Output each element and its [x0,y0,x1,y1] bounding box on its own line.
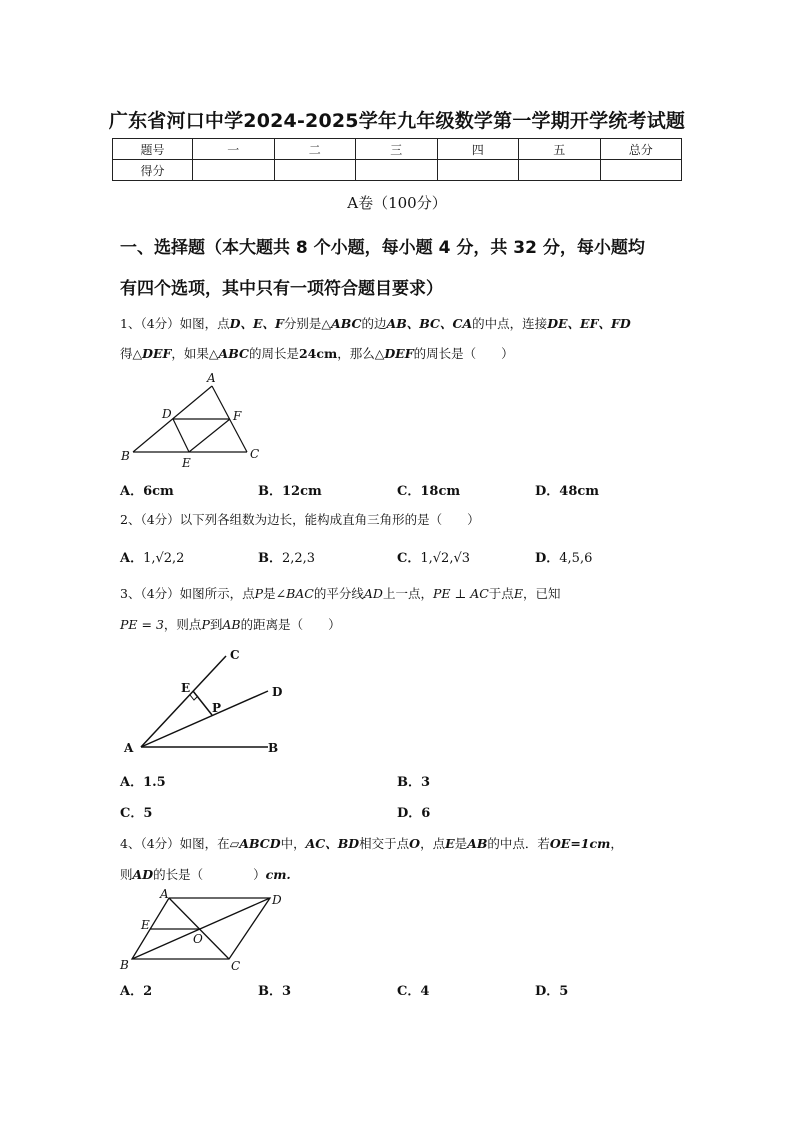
option-letter: D． [535,484,560,499]
text: 则 [120,867,133,882]
math: D、E、F [229,316,284,331]
option-letter: C． [120,806,144,821]
text: 的长是（ ） [153,867,266,882]
point-label-d: D [162,407,172,421]
point-label-a: A [124,741,134,755]
option-letter: B． [258,484,282,499]
point-label-e: E [141,918,150,932]
table-cell: 四 [437,139,519,160]
text: 的距离是（ ） [240,617,341,632]
question-4-line1 [120,834,623,852]
option-letter: B． [397,775,421,790]
text: 3、（4分）如图所示，点 [120,586,255,601]
point-label-d: D [272,685,283,699]
option-value: 6 [421,806,431,821]
option-letter: B． [258,984,282,999]
table-cell: 题号 [113,139,193,160]
option-value: 4 [420,984,430,999]
math: AB [222,617,241,632]
point-label-e: E [181,681,191,695]
option-letter: D． [535,551,560,566]
q3-option-c[interactable] [120,802,152,821]
option-value: 4,5,6 [559,551,593,566]
table-cell: 一 [193,139,275,160]
math: AD [132,867,154,882]
option-letter: C． [397,484,421,499]
text: 相交于点 [359,836,410,851]
point-label-c: C [250,447,260,461]
text: 的中点，连接 [472,316,548,331]
score-cell [356,160,438,181]
q4-option-c[interactable] [397,980,429,999]
text: ，已知 [522,586,561,601]
option-value: 12cm [282,484,322,499]
point-label-b: B [121,449,130,463]
q4-option-a[interactable] [120,980,152,999]
text: 的平分线 [313,586,364,601]
point-label-b: B [120,958,129,972]
section-heading: A卷（100分） [347,194,447,212]
math: △DEF [132,346,172,361]
option-value: 3 [282,984,292,999]
option-value: 6cm [143,484,174,499]
option-letter: C． [397,984,421,999]
point-label-e: E [182,456,191,470]
text: 1、（4分）如图，点 [120,316,230,331]
q1-option-c[interactable] [397,480,460,499]
option-letter: A． [120,775,144,790]
page-title: 广东省河口中学2024-2025学年九年级数学第一学期开学统考试题 [108,110,686,132]
table-cell: 二 [274,139,356,160]
text: 的周长是（ ） [413,346,514,361]
math: PE = 3 [120,617,164,632]
score-cell [600,160,682,181]
q3-option-d[interactable] [397,802,430,821]
q2-option-b[interactable] [258,547,315,566]
point-label-o: O [193,932,203,946]
question-1-line2 [120,344,514,362]
part-heading-line1: 一、选择题（本大题共 8 个小题，每小题 4 分，共 32 分，每小题均 [120,238,645,258]
q4-option-b[interactable] [258,980,291,999]
table-cell: 总分 [600,139,682,160]
math: ∠BAC [275,586,314,601]
text: ，点 [420,836,446,851]
table-row [113,139,682,160]
math: ABCD [239,836,281,851]
q1-option-d[interactable] [535,480,599,499]
q1-option-b[interactable] [258,480,322,499]
text: ，那么 [337,346,375,361]
q2-option-a[interactable] [120,547,184,566]
text: 的周长是 [248,346,299,361]
text: 分别是 [283,316,322,331]
point-label-b: B [268,741,279,755]
table-row [113,160,682,181]
text: 是 [454,836,468,851]
option-letter: D． [397,806,422,821]
q2-option-d[interactable] [535,547,592,566]
math: cm. [265,867,291,882]
option-letter: A． [120,984,144,999]
math: P [201,617,210,632]
option-value: 48cm [559,484,600,499]
table-cell: 得分 [113,160,193,181]
math: P [254,586,264,601]
text: 4、（4分）如图，在▱ [120,836,240,851]
part-heading-line2: 有四个选项，其中只有一项符合题目要求） [120,279,443,299]
math: DE、EF、FD [547,316,631,331]
text: ， [610,836,623,851]
point-label-f: F [233,409,242,423]
text: 得 [120,346,133,361]
math: E [445,836,455,851]
question-1-line1 [120,314,631,332]
point-label-c: C [230,648,240,662]
option-letter: A． [120,551,144,566]
math: E [513,586,523,601]
text: 到 [209,617,223,632]
option-value: 1,√2,2 [143,551,185,566]
option-letter: A． [120,484,144,499]
math: AB [467,836,488,851]
text: 上一点， [382,586,433,601]
table-cell: 三 [356,139,438,160]
math: AD [363,586,383,601]
text: 于点 [488,586,514,601]
score-cell [274,160,356,181]
q4-option-d[interactable] [535,980,568,999]
option-letter: C． [397,551,421,566]
option-value: 1,√2,√3 [420,551,471,566]
question-3-line2 [120,615,341,633]
question-3-line1 [120,584,560,602]
math: OE=1cm [549,836,611,851]
point-label-a: A [207,371,216,385]
score-cell [437,160,519,181]
math: △DEF [374,346,414,361]
text: ，如果 [171,346,209,361]
option-letter: D． [535,984,560,999]
option-letter: B． [258,551,282,566]
text: 的中点．若 [487,836,550,851]
q2-option-c[interactable] [397,547,470,566]
q1-option-a[interactable] [120,480,174,499]
text: ，则点 [163,617,202,632]
score-cell [519,160,601,181]
option-value: 5 [143,806,153,821]
option-value: 3 [421,775,431,790]
math: 24cm [298,346,338,361]
score-cell [193,160,275,181]
text: 是 [263,586,276,601]
question-4-line2 [120,865,291,883]
text: 中， [280,836,306,851]
option-value: 2 [143,984,153,999]
option-value: 2,2,3 [282,551,316,566]
math: AB、BC、CA [386,316,473,331]
math: AC、BD [305,836,360,851]
table-cell: 五 [519,139,601,160]
score-table [112,138,682,181]
point-label-a: A [160,887,169,901]
point-label-d: D [272,893,282,907]
math: PE ⊥ AC [432,586,489,601]
option-value: 18cm [420,484,461,499]
math: O [409,836,421,851]
math: △ABC [321,316,362,331]
math: △ABC [208,346,249,361]
question-2-text: 2、（4分）以下列各组数为边长，能构成直角三角形的是（ ） [120,512,480,527]
point-label-p: P [212,701,222,715]
text: 的边 [361,316,387,331]
option-value: 5 [559,984,569,999]
q3-option-b[interactable] [397,771,430,790]
q3-option-a[interactable] [120,771,166,790]
option-value: 1.5 [143,775,166,790]
point-label-c: C [231,959,241,973]
